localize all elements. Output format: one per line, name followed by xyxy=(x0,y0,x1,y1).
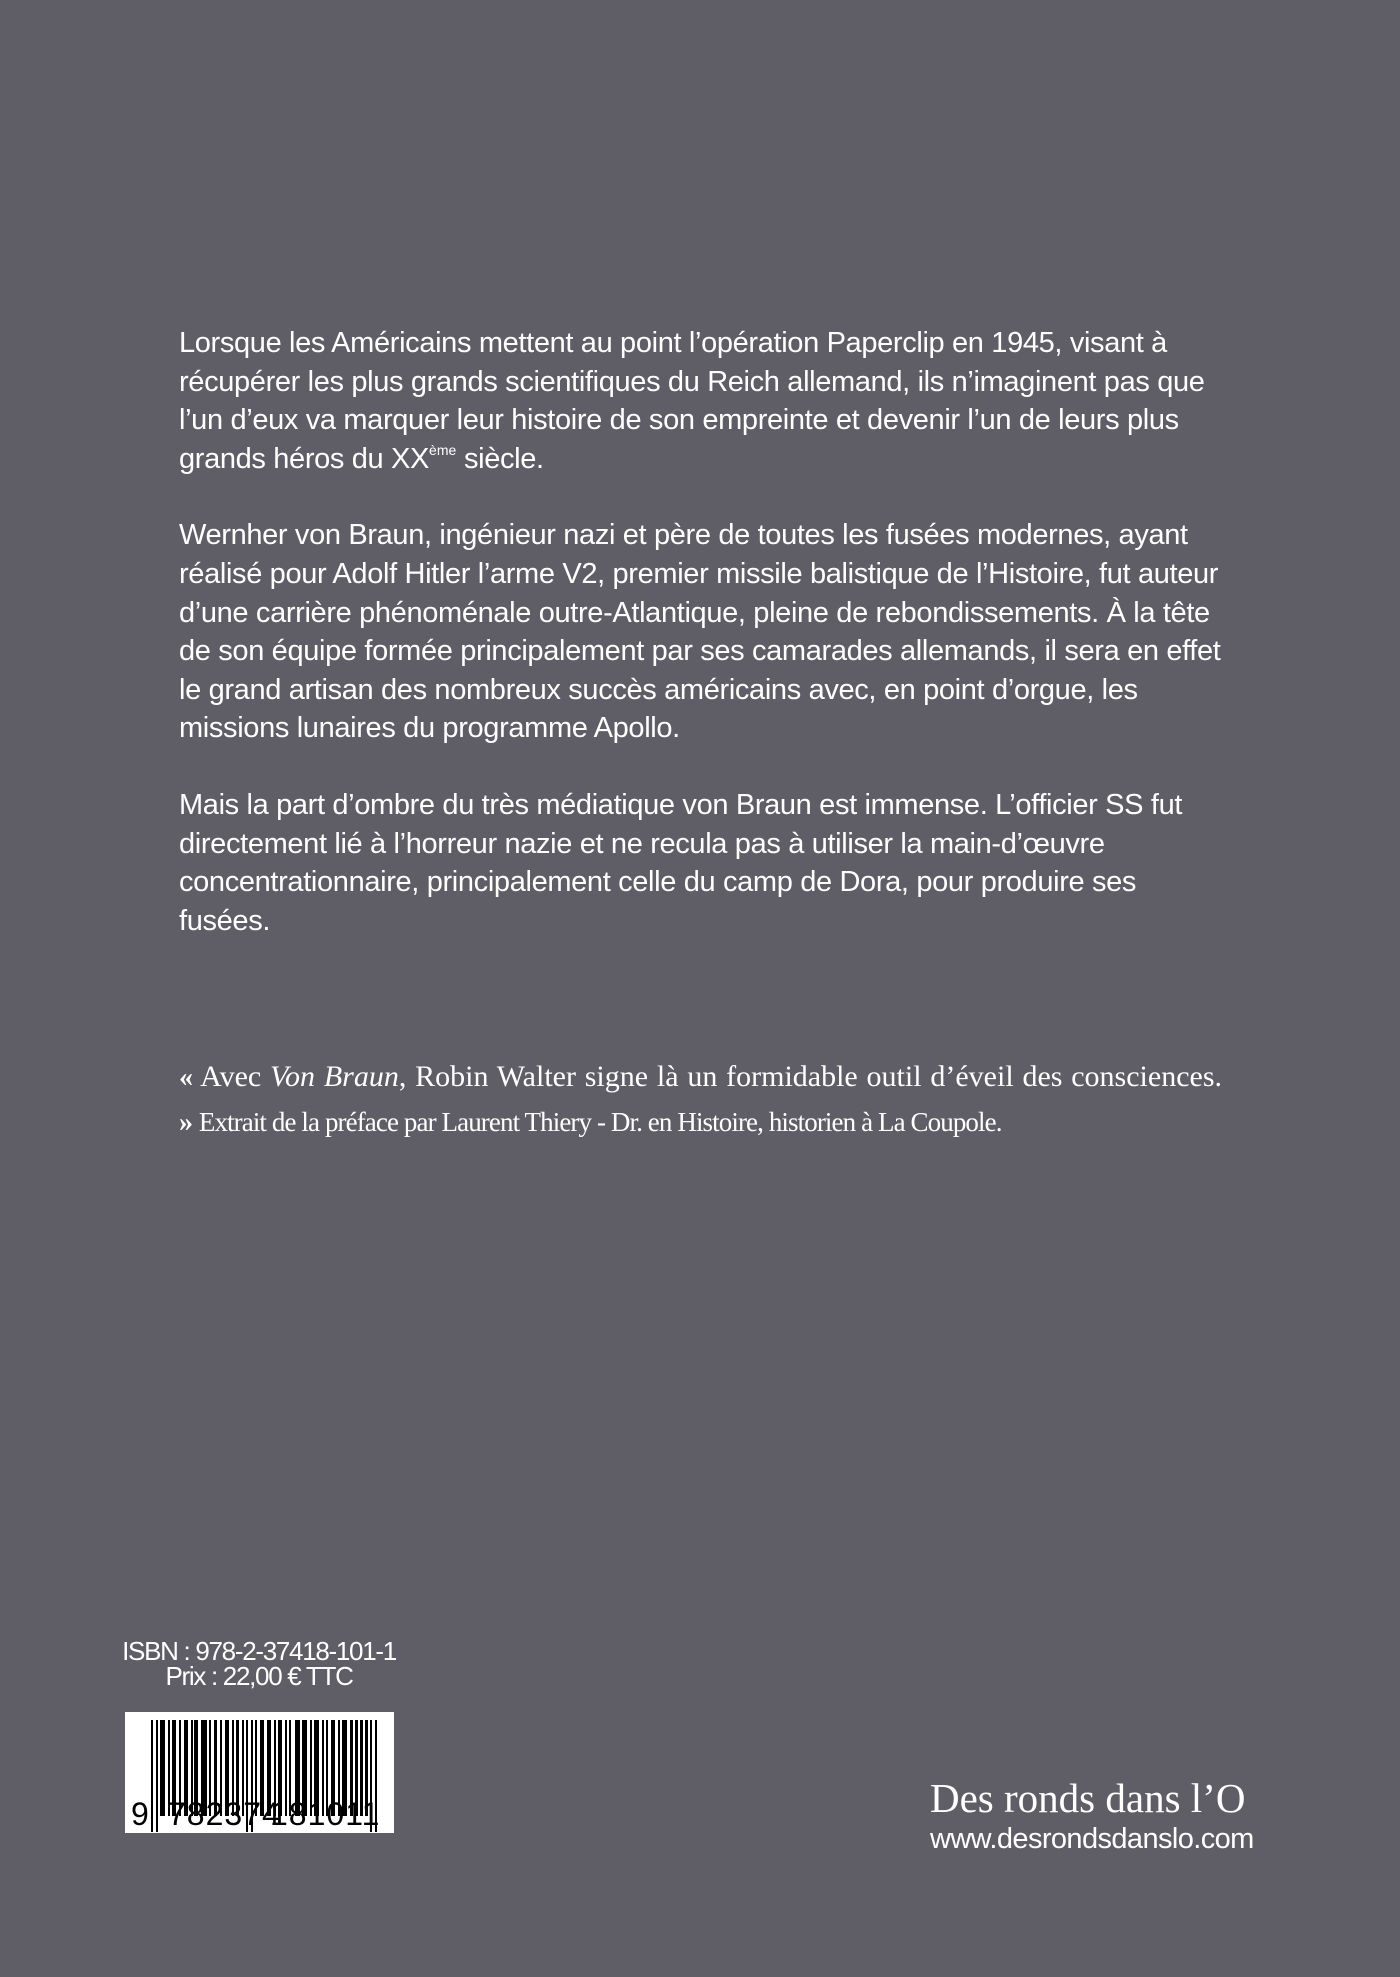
summary-paragraph-1: Lorsque les Américains mettent au point l’opération Paperclip en 1945, visant à récupérer les plus grands scientifiques du Reich allemand, ils n’imaginent pas que l’un d’eux va marquer leur histoire de son empreinte et devenir l’un de leurs plus grands héros du XXème siècle. xyxy=(179,327,1205,475)
publisher-block xyxy=(930,1775,1300,1857)
barcode-left-digits: 782374 xyxy=(168,1796,281,1832)
isbn-price-block xyxy=(120,1636,398,1691)
back-cover-summary xyxy=(179,324,1229,978)
close-quote-mark: » xyxy=(179,1107,193,1138)
barcode-first-digit: 9 xyxy=(131,1796,149,1832)
preface-quote: « Avec Von Braun, Robin Walter signe là un formidable outil d’éveil des consciences. » Extrait de la préface par Laurent Thiery - Dr. en Histoire, historien à La Coupole. xyxy=(179,1060,1223,1138)
isbn-text: ISBN : 978-2-37418-101-1 xyxy=(122,1636,396,1666)
quote-attribution: Extrait de la préface par Laurent Thiery - Dr. en Histoire, historien à La Coupole. xyxy=(193,1107,1002,1137)
summary-paragraph-3: Mais la part d’ombre du très médiatique von Braun est immense. L’officier SS fut directement lié à l’horreur nazie et ne recula pas à utiliser la main-d’œuvre concentrationnaire, principalement celle du camp de Dora, pour produire ses fusées. xyxy=(179,788,1183,937)
summary-paragraph-2: Wernher von Braun, ingénieur nazi et père de toutes les fusées modernes, ayant réalisé pour Adolf Hitler l’arme V2, premier missile balistique de l’Histoire, fut auteur d’une carrière phénoménale outre-Atlantique, pleine de rebondissements. À la tête de son équipe formée principalement par ses camarades allemands, il sera en effet le grand artisan des nombreux succès américains avec, en point d’orgue, les missions lunaires du programme Apollo. xyxy=(179,519,1221,745)
price-text: Prix : 22,00 € TTC xyxy=(165,1661,353,1691)
ean-barcode xyxy=(125,1712,394,1833)
publisher-logo-name: Des ronds dans l’O xyxy=(930,1775,1246,1821)
open-quote-mark: « xyxy=(179,1062,193,1093)
barcode-digits xyxy=(125,1797,394,1831)
book-title-italic: Von Braun xyxy=(270,1060,399,1093)
superscript-eme: ème xyxy=(429,441,457,458)
publisher-url: www.desrondsdanslo.com xyxy=(930,1823,1254,1855)
barcode-right-digits: 181011 xyxy=(270,1796,381,1832)
